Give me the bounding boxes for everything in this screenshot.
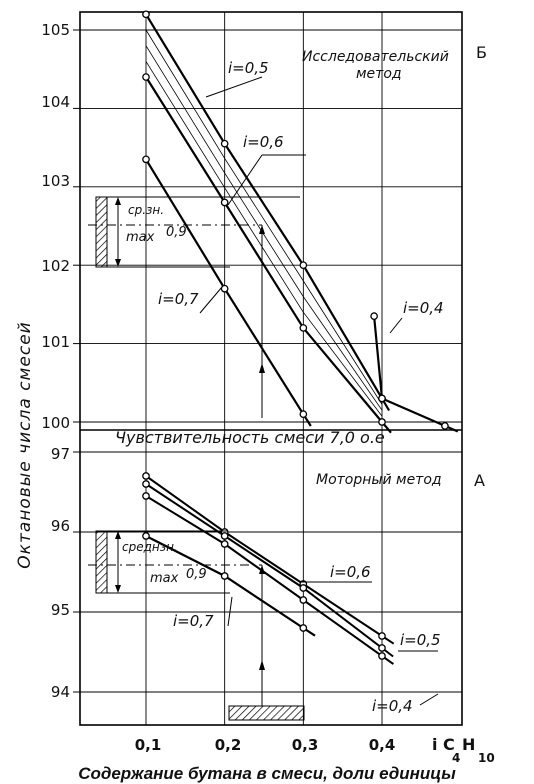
data-point	[143, 11, 149, 17]
y-tick: 105	[41, 21, 70, 39]
data-point	[300, 585, 306, 591]
series-label-a-04: i=0,4	[372, 697, 413, 715]
series-label-b-06: i=0,6	[243, 133, 284, 151]
data-point	[221, 140, 227, 146]
data-point	[221, 533, 227, 539]
data-point	[221, 541, 227, 547]
y-tick: 96	[50, 517, 70, 535]
data-point	[221, 199, 227, 205]
data-point	[379, 653, 385, 659]
y-axis-label: Октановые числа смесей	[15, 321, 35, 569]
x-axis-symbol-h: H	[462, 735, 476, 754]
x-axis-caption: Содержание бутана в смеси, доли единицы	[78, 764, 456, 783]
data-point	[300, 411, 306, 417]
y-tick: 104	[41, 93, 70, 111]
series-label-a-06: i=0,6	[330, 563, 371, 581]
series-line-b-3	[374, 316, 458, 431]
bottom-max-label: max	[150, 571, 179, 586]
sensitivity-label: Чувствительность смеси 7,0 о.е	[115, 428, 385, 447]
series-label-b-05: i=0,5	[228, 59, 269, 77]
panel-b-label: Б	[476, 43, 487, 62]
y-tick-labels	[41, 21, 70, 701]
y-tick: 101	[41, 333, 70, 351]
x-tick-labels	[135, 736, 396, 754]
y-tick: 103	[41, 172, 70, 190]
series-label-a-07: i=0,7	[173, 612, 214, 630]
x-axis-symbol-ic: i C	[432, 735, 455, 754]
bottom-max-value: 0,9	[186, 567, 207, 582]
data-point	[371, 313, 377, 319]
data-point	[300, 597, 306, 603]
top-average-band	[96, 197, 107, 267]
bottom-mid-label: среднзн.	[122, 540, 178, 554]
data-point	[379, 645, 385, 651]
motor-method-title: Моторный метод	[316, 472, 442, 488]
research-method-title-2: метод	[356, 66, 402, 82]
data-point	[379, 633, 385, 639]
top-max-value: 0,9	[166, 225, 187, 240]
data-point	[300, 625, 306, 631]
data-point	[143, 74, 149, 80]
top-mid-label: ср.зн.	[128, 203, 165, 217]
y-tick: 97	[50, 445, 70, 463]
data-point	[300, 262, 306, 268]
x-tick: 0,2	[214, 736, 242, 754]
data-point	[143, 533, 149, 539]
x-tick: 0,3	[291, 736, 319, 754]
plot-frame	[80, 12, 462, 725]
data-point	[143, 473, 149, 479]
x-axis-symbol-sub4: 4	[452, 751, 461, 765]
data-point	[221, 286, 227, 292]
series-label-a-05: i=0,5	[400, 631, 441, 649]
research-method-title: Исследовательский	[302, 49, 449, 65]
data-point	[379, 395, 385, 401]
y-tick: 102	[41, 257, 70, 275]
y-tick: 94	[50, 683, 70, 701]
average-bands	[96, 197, 304, 720]
data-point	[442, 423, 448, 429]
x-axis-symbol	[432, 735, 495, 765]
bottom-average-band	[96, 531, 107, 593]
data-point	[379, 419, 385, 425]
series-label-b-04: i=0,4	[403, 299, 444, 317]
data-point	[300, 325, 306, 331]
x-average-band	[229, 706, 304, 720]
data-point	[143, 481, 149, 487]
data-point	[143, 493, 149, 499]
data-point	[221, 573, 227, 579]
y-tick: 100	[41, 414, 70, 432]
series-label-b-07: i=0,7	[158, 290, 199, 308]
data-point	[143, 156, 149, 162]
grid	[73, 12, 462, 725]
x-axis-symbol-sub10: 10	[478, 751, 495, 765]
series-labels	[158, 59, 444, 715]
y-tick: 95	[50, 601, 70, 619]
panel-a-label: А	[474, 471, 485, 490]
x-tick: 0,1	[134, 736, 162, 754]
x-tick: 0,4	[368, 736, 396, 754]
top-max-label: max	[126, 230, 155, 245]
